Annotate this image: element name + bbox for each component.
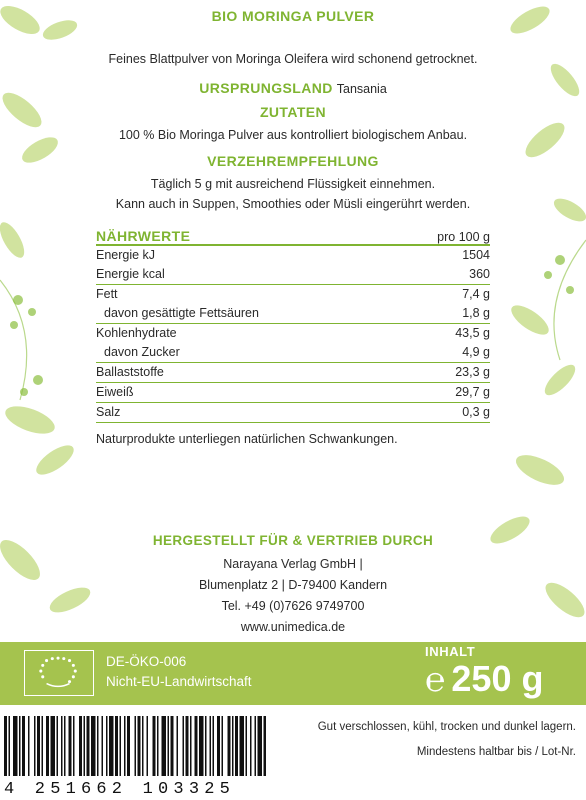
nutrition-label: Ballaststoffe [96, 365, 164, 379]
manufacturer-address: Blumenplatz 2 | D-79400 Kandern [198, 578, 388, 592]
nutrition-value: 1,8 g [462, 306, 490, 320]
nutrition-value: 29,7 g [455, 385, 490, 399]
nutrition-label: Salz [96, 405, 121, 419]
manufacturer-heading: HERGESTELLT FÜR & VERTRIEB DURCH [152, 533, 434, 548]
nutrition-row [96, 383, 490, 402]
nutrition-row [96, 265, 490, 284]
barcode-area [0, 708, 270, 800]
product-title: BIO MORINGA PULVER [211, 8, 375, 24]
organic-code: DE-ÖKO-006 [106, 654, 187, 669]
storage-instructions: Gut verschlossen, kühl, trocken und dunkel lagern. [317, 721, 576, 733]
ingredients-heading: ZUTATEN [259, 104, 327, 120]
ingredients-text: 100 % Bio Moringa Pulver aus kontrolliert biologischem Anbau. [118, 128, 468, 142]
nutrition-value: 23,3 g [455, 365, 490, 379]
nutrition-row [96, 246, 490, 265]
nutrition-value: 4,9 g [462, 345, 490, 359]
nutrition-label: davon Zucker [104, 345, 180, 359]
content-amount: 250 g [451, 658, 544, 699]
manufacturer-website: www.unimedica.de [240, 620, 346, 634]
recommendation-heading: VERZEHREMPFEHLUNG [207, 153, 379, 169]
nutrition-row [96, 363, 490, 382]
nutrition-value: 1504 [462, 248, 490, 262]
nutrition-label: Energie kJ [96, 248, 156, 262]
best-before-label: Mindestens haltbar bis / Lot-Nr. [416, 746, 576, 758]
origin-value: Tansania [336, 82, 387, 96]
nutrition-label: Fett [96, 287, 118, 301]
origin-label: URSPRUNGSLAND [199, 80, 333, 96]
nutrition-label: Eiweiß [96, 385, 134, 399]
nutrition-label: Kohlenhydrate [96, 326, 177, 340]
nutrition-note: Naturprodukte unterliegen natürlichen Schwankungen. [96, 432, 398, 446]
nutrition-per: pro 100 g [437, 230, 490, 244]
barcode-icon [4, 716, 266, 776]
nutrition-value: 43,5 g [455, 326, 490, 340]
nutrition-value: 7,4 g [462, 287, 490, 301]
barcode-digits: 4 251662 103325 [4, 780, 236, 799]
nutrition-row [96, 285, 490, 304]
nutrition-row [96, 403, 490, 422]
origin-line [0, 80, 586, 96]
nutrition-label: Energie kcal [96, 267, 165, 281]
nutrition-title: NÄHRWERTE [96, 228, 191, 244]
nutrition-label: davon gesättigte Fettsäuren [104, 306, 259, 320]
nutrition-value: 360 [469, 267, 490, 281]
manufacturer-phone: Tel. +49 (0)7626 9749700 [221, 599, 365, 613]
nutrition-row [96, 343, 490, 362]
nutrition-row [96, 304, 490, 323]
content-label: INHALT [425, 644, 476, 659]
product-description: Feines Blattpulver von Moringa Oleifera wird schonend getrocknet. [108, 52, 478, 66]
estimated-sign-icon: ℮ [425, 661, 446, 699]
recommendation-line-1: Täglich 5 g mit ausreichend Flüssigkeit einnehmen. [150, 177, 436, 191]
organic-origin: Nicht-EU-Landwirtschaft [106, 674, 252, 689]
nutrition-table [96, 222, 490, 423]
content-amount-row [425, 658, 543, 700]
recommendation-line-2: Kann auch in Suppen, Smoothies oder Müsli eingerührt werden. [115, 197, 471, 211]
eu-organic-logo [24, 650, 94, 696]
nutrition-header [96, 222, 490, 244]
manufacturer-name: Narayana Verlag GmbH | [223, 557, 363, 571]
row-separator [96, 422, 490, 423]
nutrition-value: 0,3 g [462, 405, 490, 419]
nutrition-row [96, 324, 490, 343]
